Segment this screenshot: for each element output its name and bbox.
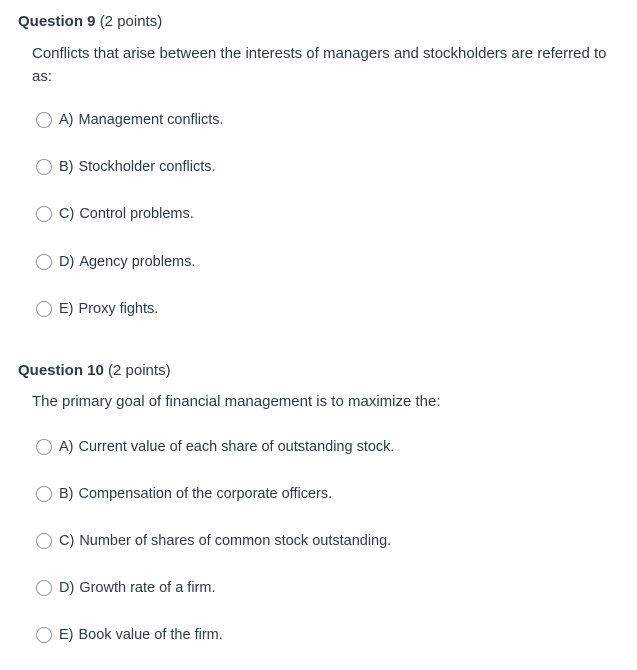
option-letter: E) xyxy=(59,627,74,643)
question-header xyxy=(18,13,162,30)
question-points: (2 points) xyxy=(99,13,163,30)
option-letter: E) xyxy=(59,301,74,317)
radio-button[interactable] xyxy=(36,254,52,270)
radio-button[interactable] xyxy=(36,206,52,222)
option-letter: C) xyxy=(59,533,75,549)
option-letter: D) xyxy=(59,254,75,270)
radio-button[interactable] xyxy=(36,439,52,455)
option-text: Compensation of the corporate officers. xyxy=(78,486,333,502)
option-d[interactable] xyxy=(36,252,195,272)
option-text: Book value of the firm. xyxy=(78,627,223,643)
radio-button[interactable] xyxy=(36,112,52,128)
option-d[interactable] xyxy=(36,578,216,598)
question-title: Question 10 xyxy=(18,362,104,379)
option-text: Current value of each share of outstanding stock. xyxy=(78,439,395,455)
radio-button[interactable] xyxy=(36,159,52,175)
question-text: The primary goal of financial management is to maximize the: xyxy=(32,393,441,410)
question-points: (2 points) xyxy=(108,362,171,379)
option-text: Agency problems. xyxy=(79,254,196,270)
option-letter: A) xyxy=(59,439,74,455)
option-text: Management conflicts. xyxy=(78,112,224,128)
question-header xyxy=(18,362,171,379)
option-a[interactable] xyxy=(36,110,224,130)
option-text: Stockholder conflicts. xyxy=(78,159,216,175)
option-b[interactable] xyxy=(36,484,332,504)
option-a[interactable] xyxy=(36,437,394,457)
option-text: Control problems. xyxy=(79,206,194,222)
option-letter: C) xyxy=(59,206,75,222)
option-text: Number of shares of common stock outstanding. xyxy=(79,533,392,549)
option-c[interactable] xyxy=(36,204,194,224)
option-letter: B) xyxy=(59,486,74,502)
question-text: Conflicts that arise between the interests of managers and stockholders are referred to as: xyxy=(32,45,607,85)
question-title: Question 9 xyxy=(18,13,96,30)
option-c[interactable] xyxy=(36,531,391,551)
option-b[interactable] xyxy=(36,157,216,177)
option-e[interactable] xyxy=(36,299,158,319)
radio-button[interactable] xyxy=(36,301,52,317)
option-letter: D) xyxy=(59,580,75,596)
radio-button[interactable] xyxy=(36,627,52,643)
radio-button[interactable] xyxy=(36,580,52,596)
radio-button[interactable] xyxy=(36,486,52,502)
option-text: Proxy fights. xyxy=(78,301,159,317)
option-letter: B) xyxy=(59,159,74,175)
option-text: Growth rate of a firm. xyxy=(79,580,216,596)
option-letter: A) xyxy=(59,112,74,128)
option-e[interactable] xyxy=(36,625,223,645)
radio-button[interactable] xyxy=(36,533,52,549)
